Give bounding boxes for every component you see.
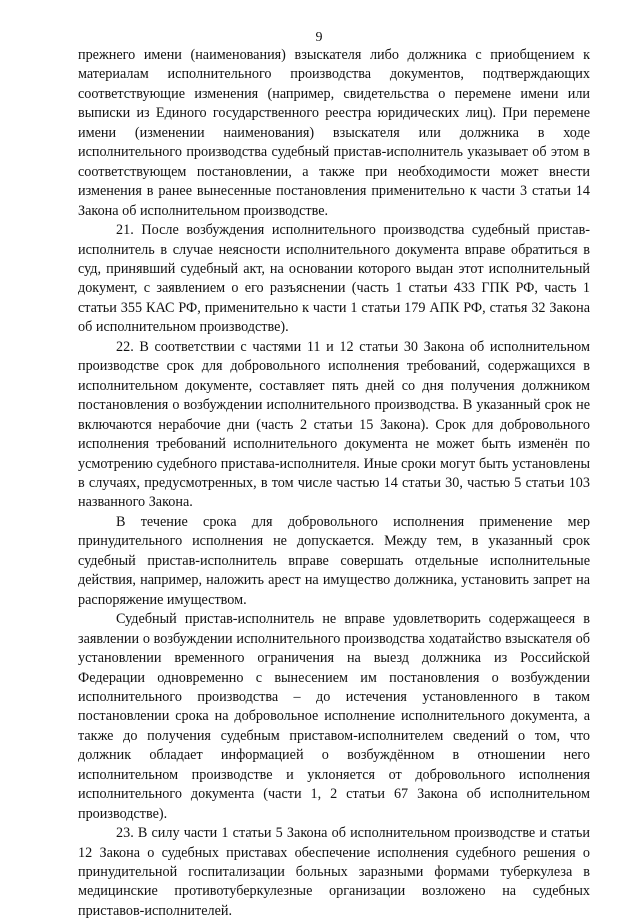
paragraph-21: 21. После возбуждения исполнительного производства судебный пристав-исполнитель в случае неясности исполнительного документа вправе обратиться в суд, принявший судебный акт, на основании которого выдан этот исполнительный документ, с заявлением о его разъяснении (часть 1 статьи 433 ГПК РФ, часть 1 статьи 355 КАС РФ, применительно к части 1 статьи 179 АПК РФ, статья 32 Закона об исполнительном производстве). [78,222,590,336]
paragraph-22: 22. В соответствии с частями 11 и 12 статьи 30 Закона об исполнительном производстве срок для добровольного исполнения требований, содержащихся в исполнительном документе, составляет пять дней со дня получения должником постановления о возбуждении исполнительного производства. В указанный срок не включаются нерабочие дни (часть 2 статьи 15 Закона). Срок для добровольного исполнения требований исполнительного документа не может быть изменён по усмотрению судебного пристава-исполнителя. Иные сроки могут быть установлены в случаях, предусмотренных, в том числе частью 14 статьи 30, частью 5 статьи 103 названного Закона. [78,338,590,511]
document-body [78,46,590,921]
paragraph-continuation: прежнего имени (наименования) взыскателя либо должника с приобщением к материалам исполнительного производства документов, подтверждающих соответствующие изменения (например, свидетельства о перемене имени или выписки из Единого государственного реестра юридических лиц). При перемене имени (изменении наименования) взыскателя или должника в ходе исполнительного производства судебный пристав-исполнитель указывает об этом в соответствующем постановлении, а также при необходимости может внести изменения в ранее вынесенные постановления применительно к части 3 статьи 14 Закона об исполнительном производстве. [78,47,590,219]
paragraph-travel-restriction: Судебный пристав-исполнитель не вправе удовлетворить содержащееся в заявлении о возбуждении исполнительного производства ходатайство взыскателя об установлении временного ограничения на выезд должника из Российской Федерации одновременно с вынесением им постановления о возбуждении исполнительного производства – до истечения установленного в таком постановлении срока на добровольное исполнение исполнительного документа, а также до получения судебным приставом-исполнителем сведений о том, что должник обладает информацией о возбуждённом в отношении него исполнительном производстве и уклоняется от добровольного исполнения исполнительного документа (части 1, 2 статьи 67 Закона об исполнительном производстве). [78,611,590,822]
page-number: 9 [315,30,323,45]
paragraph-23: 23. В силу части 1 статьи 5 Закона об исполнительном производстве и статьи 12 Закона о судебных приставах обеспечение исполнения судебного решения о принудительной госпитализации больных заразными формами туберкулеза в медицинские противотуберкулезные организации возложено на судебных приставов-исполнителей. [78,825,590,919]
paragraph-voluntary-term: В течение срока для добровольного исполнения применение мер принудительного исполнения не допускается. Между тем, в указанный срок судебный пристав-исполнитель вправе совершать отдельные исполнительные действия, например, наложить арест на имущество должника, установить запрет на распоряжение имуществом. [78,513,590,608]
